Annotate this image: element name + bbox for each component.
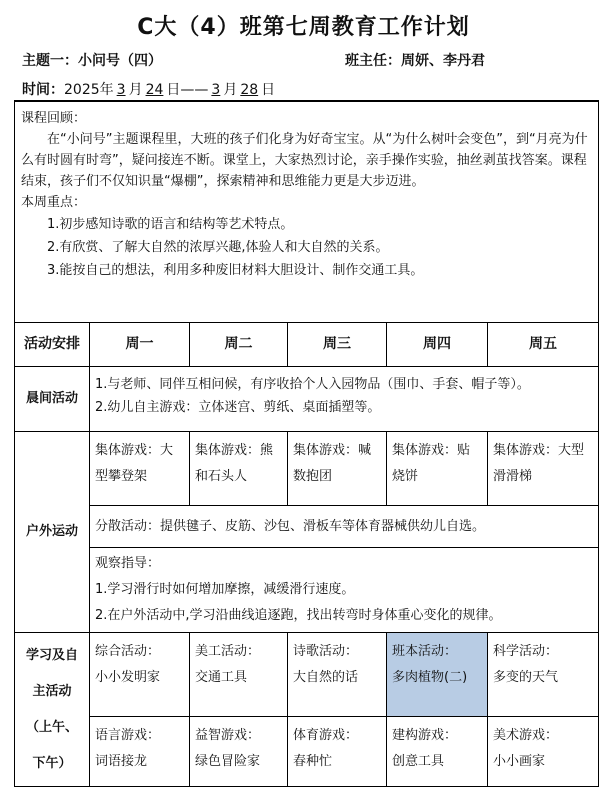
activity-type: 科学活动： [493, 644, 559, 659]
study-label-line: 下午） [32, 755, 72, 771]
study-thu-1 [387, 633, 488, 717]
activity-name: 创意工具 [392, 754, 445, 769]
theme-label: 主题一： [22, 53, 78, 69]
study-label-line: 学习及自 [25, 647, 78, 663]
teacher-label: 班主任： [345, 53, 401, 69]
activity-type: 美工活动： [195, 644, 261, 659]
outdoor-label: 户外运动 [15, 432, 90, 633]
outdoor-game-wed: 集体游戏：喊数抱团 [288, 432, 387, 506]
plan-table [14, 100, 599, 787]
header-thu: 周四 [387, 323, 488, 367]
time-line [22, 79, 275, 99]
focus-label: 本周重点： [21, 195, 87, 210]
time-day-char: 日 [261, 82, 276, 98]
time-day-start: 24 [145, 82, 164, 98]
study-wed-1 [288, 633, 387, 717]
activity-type: 建构游戏： [392, 728, 458, 743]
header-fri: 周五 [488, 323, 599, 367]
activity-name: 多肉植物(二) [392, 670, 468, 685]
outdoor-game-thu: 集体游戏：贴烧饼 [387, 432, 488, 506]
outdoor-scattered: 分散活动：提供毽子、皮筋、沙包、滑板车等体育器械供幼儿自选。 [90, 506, 599, 548]
activity-name: 多变的天气 [493, 670, 559, 685]
outdoor-observe-cell [90, 548, 599, 633]
study-thu-2 [387, 717, 488, 787]
study-wed-2 [288, 717, 387, 787]
activity-type: 体育游戏： [293, 728, 359, 743]
activity-type: 语言游戏： [95, 728, 161, 743]
teacher-line [345, 50, 485, 70]
observe-item: 2.在户外活动中,学习沿曲线追逐跑，找出转弯时身体重心变化的规律。 [95, 608, 502, 623]
study-label-line: 主活动 [32, 683, 72, 699]
time-year: 2025年 [64, 82, 114, 98]
study-label [15, 633, 90, 787]
page-title: C大（4）班第七周教育工作计划 [137, 15, 470, 40]
focus-item: 1.初步感知诗歌的语言和结构等艺术特点。 [47, 217, 294, 232]
morning-line: 2.幼儿自主游戏：立体迷宫、剪纸、桌面插塑等。 [95, 400, 381, 415]
activity-type: 诗歌活动： [293, 644, 359, 659]
review-text: 在“小问号”主题课程里，大班的孩子们化身为好奇宝宝。从“为什么树叶会变色”，到“月亮为什么有时圆有时弯”，疑问接连不断。课堂上，大家热烈讨论，亲手操作实验，抽丝剥茧找答案。课程结束，孩子们不仅知识量“爆棚”，探索精神和思维能力更是大步迈进。 [21, 132, 588, 189]
activity-name: 词语接龙 [95, 754, 148, 769]
time-month-char-2: 月 [223, 82, 238, 98]
review-label: 课程回顾： [21, 111, 87, 126]
activity-type: 班本活动： [392, 644, 458, 659]
study-fri-1 [488, 633, 599, 717]
outdoor-game-tue: 集体游戏：熊和石头人 [190, 432, 288, 506]
time-day-end: 28 [240, 82, 259, 98]
outdoor-game-fri: 集体游戏：大型滑滑梯 [488, 432, 599, 506]
activity-name: 小小画家 [493, 754, 546, 769]
activity-type: 益智游戏： [195, 728, 261, 743]
observe-item: 1.学习滑行时如何增加摩擦，减缓滑行速度。 [95, 582, 355, 597]
study-mon-2 [90, 717, 190, 787]
activity-name: 小小发明家 [95, 670, 161, 685]
header-mon: 周一 [90, 323, 190, 367]
header-wed: 周三 [288, 323, 387, 367]
time-month-end: 3 [211, 82, 221, 98]
activity-name: 春种忙 [293, 754, 333, 769]
theme-value: 小问号（四） [78, 53, 162, 69]
teacher-value: 周妍、李丹君 [401, 53, 485, 69]
activity-name: 绿色冒险家 [195, 754, 261, 769]
morning-label: 晨间活动 [15, 367, 90, 432]
header-activity: 活动安排 [15, 323, 90, 367]
study-label-line: （上午、 [25, 719, 78, 735]
time-month-start: 3 [116, 82, 126, 98]
morning-cell [90, 367, 599, 432]
study-fri-2 [488, 717, 599, 787]
morning-line: 1.与老师、同伴互相问候，有序收拾个人入园物品（围巾、手套、帽子等）。 [95, 377, 530, 392]
focus-item: 2.有欣赏、了解大自然的浓厚兴趣,体验人和大自然的关系。 [47, 240, 389, 255]
theme-line [22, 50, 162, 70]
study-mon-1 [90, 633, 190, 717]
header-tue: 周二 [190, 323, 288, 367]
activity-name: 大自然的话 [293, 670, 359, 685]
focus-item: 3.能按自己的想法，利用多种废旧材料大胆设计、制作交通工具。 [47, 263, 424, 278]
activity-type: 综合活动： [95, 644, 161, 659]
outdoor-game-mon: 集体游戏：大型攀登架 [90, 432, 190, 506]
activity-name: 交通工具 [195, 670, 248, 685]
study-tue-2 [190, 717, 288, 787]
observe-label: 观察指导： [95, 556, 161, 571]
review-cell [15, 101, 599, 323]
study-tue-1 [190, 633, 288, 717]
time-sep: 日—— [166, 82, 209, 98]
activity-type: 美术游戏： [493, 728, 559, 743]
time-month-char: 月 [128, 82, 143, 98]
time-label: 时间： [22, 82, 64, 98]
